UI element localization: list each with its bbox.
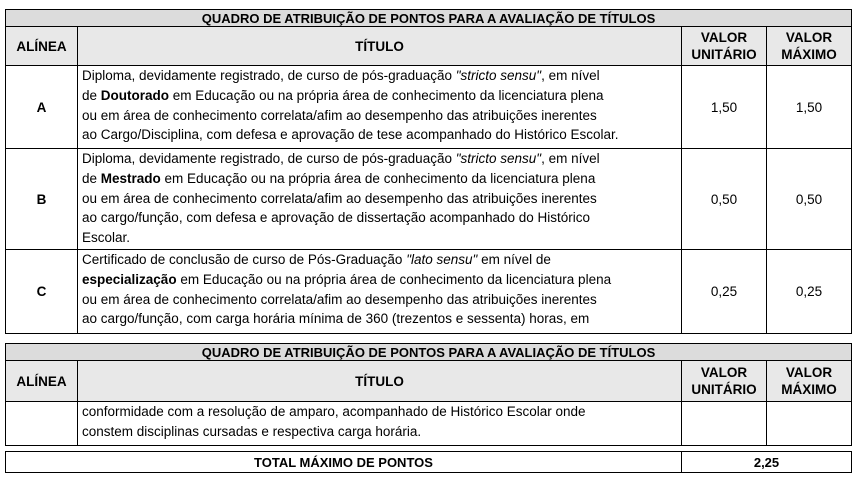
header-valor-maximo-line2: MÁXIMO (781, 382, 837, 397)
desc-line5: conformidade com a resolução de amparo, acompanhado de Histórico Escolar onde (82, 404, 586, 419)
header-valor-maximo-line1: VALOR (785, 365, 833, 380)
total-row (6, 452, 852, 473)
header-valor-maximo-line1: VALOR (785, 30, 833, 45)
desc-line2-bold: Doutorado (100, 87, 170, 103)
table-row-c-continued (6, 402, 852, 446)
desc-line3: ou em área de conhecimento correlata/afim ao desempenho das atribuições inerentes (82, 291, 597, 307)
table-title-row (6, 344, 852, 361)
header-valor-unitario-line1: VALOR (700, 30, 748, 45)
desc-line1-end: , em nível (541, 151, 600, 166)
points-table-part-1 (5, 9, 852, 334)
table-title: QUADRO DE ATRIBUIÇÃO DE PONTOS PARA A AVALIAÇÃO DE TÍTULOS (6, 10, 852, 27)
desc-line1-italic: "lato sensu" (406, 252, 478, 267)
header-titulo: TÍTULO (78, 361, 682, 402)
header-valor-unitario-line2: UNITÁRIO (691, 382, 757, 397)
header-valor-unitario (682, 361, 767, 402)
header-row (6, 361, 852, 402)
title-cell (78, 66, 682, 149)
desc-line1-text: Diploma, devidamente registrado, de curso de pós-graduação (82, 68, 456, 83)
desc-line2-bold: Mestrado (100, 170, 161, 186)
desc-line2-post: em Educação ou na própria área de conhecimento da licenciatura plena (176, 271, 612, 287)
points-table-part-2 (5, 343, 852, 473)
desc-line2-post: em Educação ou na própria área de conhecimento da licenciatura plena (169, 87, 604, 103)
alinea-cell: C (6, 250, 78, 334)
desc-line4: ao Cargo/Disciplina, com defesa e aprovação de tese acompanhado do Histórico Escolar. (82, 127, 619, 143)
alinea-cell: B (6, 149, 78, 250)
valor-maximo-cell: 1,50 (767, 66, 852, 149)
valor-maximo-cell: 0,25 (767, 250, 852, 334)
valor-maximo-cell-empty (767, 402, 852, 446)
total-value: 2,25 (682, 452, 852, 473)
desc-line1-end: em nível de (477, 252, 551, 267)
total-label: TOTAL MÁXIMO DE PONTOS (6, 452, 682, 473)
valor-unitario-cell: 0,25 (682, 250, 767, 334)
table-row-b (6, 149, 852, 250)
header-valor-unitario (682, 27, 767, 66)
title-cell (78, 402, 682, 446)
table-row-a (6, 66, 852, 149)
desc-line2-pre: de (82, 87, 101, 103)
header-valor-unitario-line1: VALOR (700, 365, 748, 380)
header-titulo: TÍTULO (78, 27, 682, 66)
valor-unitario-cell-empty (682, 402, 767, 446)
desc-line5: Escolar. (82, 230, 131, 246)
header-valor-unitario-line2: UNITÁRIO (691, 47, 757, 62)
table-title-row (6, 10, 852, 27)
header-alinea: ALÍNEA (6, 361, 78, 402)
valor-maximo-cell: 0,50 (767, 149, 852, 250)
desc-line2-post: em Educação ou na própria área de conhecimento da licenciatura plena (160, 170, 596, 186)
alinea-cell-empty (6, 402, 78, 446)
valor-unitario-cell: 1,50 (682, 66, 767, 149)
desc-line3: ou em área de conhecimento correlata/afim ao desempenho das atribuições inerentes (82, 190, 597, 206)
table-row-c (6, 250, 852, 334)
title-cell (78, 149, 682, 250)
header-row (6, 27, 852, 66)
desc-line4: ao cargo/função, com defesa e aprovação de dissertação acompanhado do Histórico (82, 210, 591, 226)
desc-line1-italic: "stricto sensu" (455, 68, 542, 83)
title-cell (78, 250, 682, 334)
alinea-cell: A (6, 66, 78, 149)
desc-line6: constem disciplinas cursadas e respectiva carga horária. (82, 423, 422, 439)
desc-line1-text: Diploma, devidamente registrado, de curso de pós-graduação (82, 151, 456, 166)
table-title: QUADRO DE ATRIBUIÇÃO DE PONTOS PARA A AVALIAÇÃO DE TÍTULOS (6, 344, 852, 361)
desc-line2-pre: de (82, 170, 101, 186)
header-alinea: ALÍNEA (6, 27, 78, 66)
valor-unitario-cell: 0,50 (682, 149, 767, 250)
header-valor-maximo (767, 27, 852, 66)
desc-line1-text: Certificado de conclusão de curso de Pós-Graduação (82, 252, 407, 267)
desc-line4: ao cargo/função, com carga horária mínima de 360 (trezentos e sessenta) horas, em (82, 311, 590, 327)
desc-line1-italic: "stricto sensu" (455, 151, 542, 166)
desc-line1-end: , em nível (541, 68, 600, 83)
header-valor-maximo (767, 361, 852, 402)
header-valor-maximo-line2: MÁXIMO (781, 47, 837, 62)
desc-line2-bold: especialização (82, 271, 177, 287)
desc-line3: ou em área de conhecimento correlata/afim ao desempenho das atribuições inerentes (82, 107, 597, 123)
